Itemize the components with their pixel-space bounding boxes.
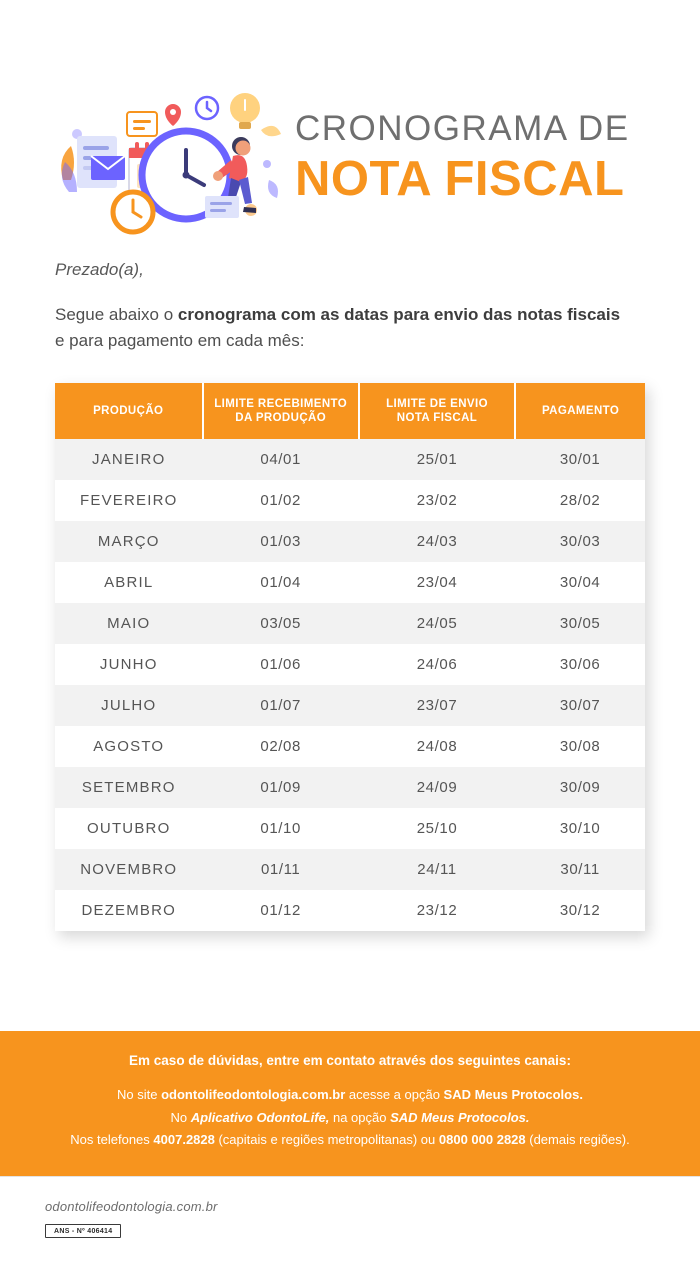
table-body (55, 439, 645, 931)
cell-limite-recebimento: 01/06 (203, 644, 359, 685)
cell-pagamento: 30/11 (515, 849, 645, 890)
cell-limite-envio: 23/02 (359, 480, 515, 521)
cell-limite-envio: 24/06 (359, 644, 515, 685)
table-row (55, 849, 645, 890)
greeting: Prezado(a), (55, 260, 144, 279)
intro-text (0, 250, 700, 355)
cell-limite-recebimento: 01/03 (203, 521, 359, 562)
cell-limite-recebimento: 01/11 (203, 849, 359, 890)
footer (0, 1176, 700, 1283)
banner-line-phones (40, 1129, 660, 1152)
banner-title: Em caso de dúvidas, entre em contato através dos seguintes canais: (129, 1052, 571, 1068)
schedule-table (55, 383, 645, 932)
cell-pagamento: 30/04 (515, 562, 645, 603)
banner-line-app (40, 1107, 660, 1130)
banner-text: acesse a opção (345, 1086, 444, 1102)
cell-pagamento: 30/10 (515, 808, 645, 849)
header (0, 0, 700, 250)
banner-line-site (40, 1084, 660, 1107)
cell-limite-envio: 23/04 (359, 562, 515, 603)
banner-text: No (170, 1109, 191, 1125)
lead-bold: cronograma com as datas para envio das notas fiscais (177, 305, 621, 324)
cell-limite-envio: 25/10 (359, 808, 515, 849)
table-row (55, 726, 645, 767)
table-row (55, 644, 645, 685)
cell-pagamento: 28/02 (515, 480, 645, 521)
cell-month: DEZEMBRO (55, 890, 203, 931)
table-row (55, 808, 645, 849)
cell-limite-envio: 23/07 (359, 685, 515, 726)
cell-pagamento: 30/06 (515, 644, 645, 685)
lead-paragraph (55, 302, 645, 355)
cell-limite-envio: 24/09 (359, 767, 515, 808)
cell-pagamento: 30/07 (515, 685, 645, 726)
cell-limite-recebimento: 01/07 (203, 685, 359, 726)
column-header-limite-recebimento (203, 383, 359, 440)
cell-pagamento: 30/03 (515, 521, 645, 562)
cell-limite-envio: 24/11 (359, 849, 515, 890)
cell-pagamento: 30/01 (515, 439, 645, 480)
cell-limite-recebimento: 01/09 (203, 767, 359, 808)
title-line-1: CRONOGRAMA DE (295, 109, 630, 149)
table-row (55, 521, 645, 562)
header-text: LIMITE RECEBIMENTO (214, 397, 348, 410)
header-text: LIMITE DE ENVIO (386, 397, 488, 410)
cell-month: JANEIRO (55, 439, 203, 480)
banner-text: (demais regiões). (525, 1132, 630, 1148)
cell-limite-envio: 24/03 (359, 521, 515, 562)
header-text: NOTA FISCAL (396, 412, 478, 425)
cell-limite-recebimento: 01/04 (203, 562, 359, 603)
banner-site-link[interactable]: odontolifeodontologia.com.br (161, 1086, 346, 1102)
column-header-producao (55, 383, 203, 440)
banner-text: No site (117, 1086, 162, 1102)
cell-month: SETEMBRO (55, 767, 203, 808)
contact-banner (0, 1031, 700, 1176)
cell-month: AGOSTO (55, 726, 203, 767)
cell-month: ABRIL (55, 562, 203, 603)
phone-primary: 4007.2828 (153, 1132, 215, 1148)
title-line-2: NOTA FISCAL (295, 151, 625, 206)
cell-month: JUNHO (55, 644, 203, 685)
table-header-row (55, 383, 645, 440)
cell-limite-recebimento: 04/01 (203, 439, 359, 480)
cell-month: JULHO (55, 685, 203, 726)
cell-month: MARÇO (55, 521, 203, 562)
cell-month: OUTUBRO (55, 808, 203, 849)
cell-limite-recebimento: 01/12 (203, 890, 359, 931)
table-header (55, 383, 645, 440)
table-row (55, 562, 645, 603)
banner-text: na opção (329, 1109, 391, 1125)
column-header-pagamento (515, 383, 645, 440)
header-text: PAGAMENTO (541, 404, 620, 417)
banner-text: Nos telefones (70, 1132, 154, 1148)
table-row (55, 439, 645, 480)
lead-suffix: e para pagamento em cada mês: (55, 331, 305, 351)
cell-month: MAIO (55, 603, 203, 644)
schedule-table-wrapper (55, 383, 645, 932)
banner-option-sad-app: SAD Meus Protocolos. (390, 1109, 530, 1125)
table-row (55, 603, 645, 644)
header-text: PRODUÇÃO (93, 404, 164, 417)
cell-limite-recebimento: 03/05 (203, 603, 359, 644)
header-text: DA PRODUÇÃO (235, 412, 327, 425)
phone-toll-free: 0800 000 2828 (438, 1132, 526, 1148)
cell-limite-envio: 23/12 (359, 890, 515, 931)
ans-registration-badge: ANS - Nº 406414 (45, 1224, 121, 1238)
cell-month: NOVEMBRO (55, 849, 203, 890)
cell-limite-envio: 25/01 (359, 439, 515, 480)
cell-limite-recebimento: 01/10 (203, 808, 359, 849)
cell-pagamento: 30/09 (515, 767, 645, 808)
table-row (55, 480, 645, 521)
clock-and-person-illustration (55, 60, 285, 250)
lead-prefix: Segue abaixo o (55, 305, 178, 324)
cell-limite-recebimento: 01/02 (203, 480, 359, 521)
cell-limite-envio: 24/05 (359, 603, 515, 644)
cell-pagamento: 30/08 (515, 726, 645, 767)
cell-limite-envio: 24/08 (359, 726, 515, 767)
column-header-limite-envio (359, 383, 515, 440)
table-row (55, 685, 645, 726)
banner-option-sad: SAD Meus Protocolos. (443, 1086, 583, 1102)
page-title (295, 103, 630, 206)
cell-pagamento: 30/12 (515, 890, 645, 931)
cell-pagamento: 30/05 (515, 603, 645, 644)
banner-text: (capitais e regiões metropolitanas) ou (214, 1132, 439, 1148)
table-row (55, 890, 645, 931)
table-row (55, 767, 645, 808)
cell-month: FEVEREIRO (55, 480, 203, 521)
footer-site-url[interactable]: odontolifeodontologia.com.br (45, 1199, 218, 1214)
banner-app-name: Aplicativo OdontoLife, (190, 1109, 330, 1125)
cell-limite-recebimento: 02/08 (203, 726, 359, 767)
